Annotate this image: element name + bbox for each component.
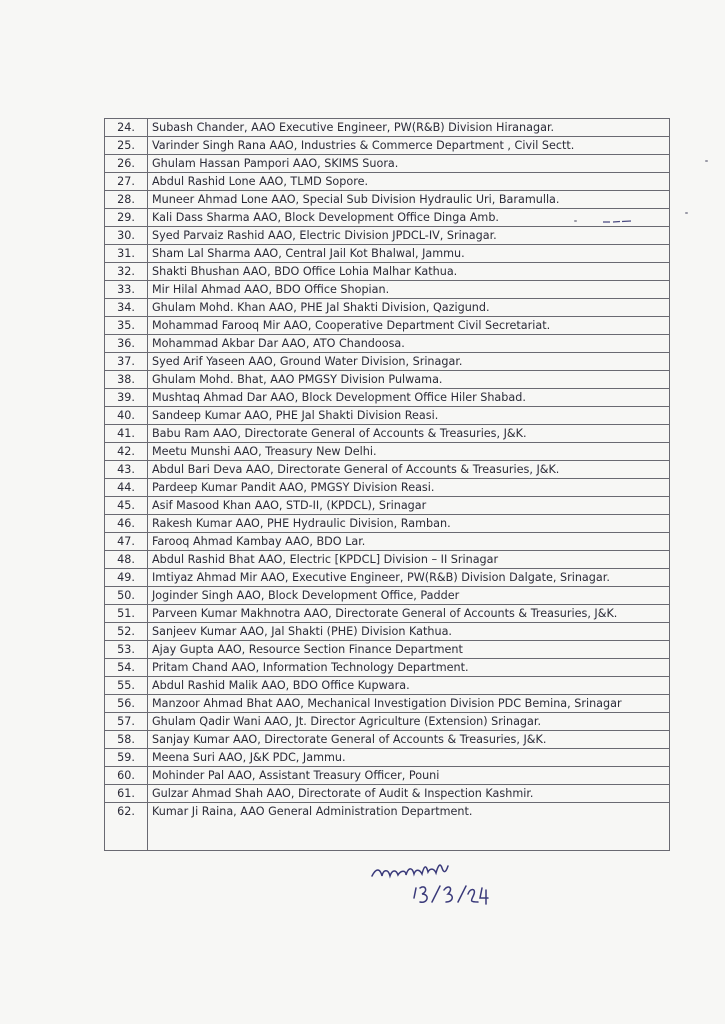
table-row [105, 137, 670, 155]
row-text: Subash Chander, AAO Executive Engineer, PW(R&B) Division Hiranagar. [148, 119, 670, 137]
row-text: Ghulam Mohd. Khan AAO, PHE Jal Shakti Division, Qazigund. [148, 299, 670, 317]
row-number: 24. [105, 119, 148, 137]
row-text: Sanjeev Kumar AAO, Jal Shakti (PHE) Division Kathua. [148, 623, 670, 641]
row-number: 45. [105, 497, 148, 515]
row-text: Joginder Singh AAO, Block Development Office, Padder [148, 587, 670, 605]
table-row [105, 767, 670, 785]
row-number: 36. [105, 335, 148, 353]
row-number: 62. [105, 803, 148, 851]
table-row [105, 533, 670, 551]
table-row [105, 587, 670, 605]
table-row [105, 551, 670, 569]
row-text: Mir Hilal Ahmad AAO, BDO Office Shopian. [148, 281, 670, 299]
table-row [105, 515, 670, 533]
row-number: 30. [105, 227, 148, 245]
row-number: 51. [105, 605, 148, 623]
table-row [105, 569, 670, 587]
row-number: 33. [105, 281, 148, 299]
row-number: 60. [105, 767, 148, 785]
table-row [105, 623, 670, 641]
row-text: Abdul Rashid Bhat AAO, Electric [KPDCL] Division – II Srinagar [148, 551, 670, 569]
table-row [105, 281, 670, 299]
table-row [105, 803, 670, 851]
row-number: 52. [105, 623, 148, 641]
row-number: 32. [105, 263, 148, 281]
row-number: 43. [105, 461, 148, 479]
row-text: Sanjay Kumar AAO, Directorate General of Accounts & Treasuries, J&K. [148, 731, 670, 749]
row-number: 38. [105, 371, 148, 389]
row-text: Kali Dass Sharma AAO, Block Development Office Dinga Amb. [148, 209, 670, 227]
row-number: 31. [105, 245, 148, 263]
row-text: Varinder Singh Rana AAO, Industries & Commerce Department , Civil Sectt. [148, 137, 670, 155]
row-number: 26. [105, 155, 148, 173]
row-number: 59. [105, 749, 148, 767]
row-number: 46. [105, 515, 148, 533]
row-text: Mohammad Akbar Dar AAO, ATO Chandoosa. [148, 335, 670, 353]
row-text: Shakti Bhushan AAO, BDO Office Lohia Malhar Kathua. [148, 263, 670, 281]
speck [685, 212, 688, 214]
table-row [105, 443, 670, 461]
row-text: Muneer Ahmad Lone AAO, Special Sub Division Hydraulic Uri, Baramulla. [148, 191, 670, 209]
row-text: Babu Ram AAO, Directorate General of Accounts & Treasuries, J&K. [148, 425, 670, 443]
table-row [105, 407, 670, 425]
row-number: 57. [105, 713, 148, 731]
table-row [105, 317, 670, 335]
table-row [105, 299, 670, 317]
row-text: Sham Lal Sharma AAO, Central Jail Kot Bhalwal, Jammu. [148, 245, 670, 263]
officer-list-body [105, 119, 670, 851]
row-number: 40. [105, 407, 148, 425]
table-row [105, 695, 670, 713]
table-row [105, 371, 670, 389]
row-text: Sandeep Kumar AAO, PHE Jal Shakti Division Reasi. [148, 407, 670, 425]
row-number: 44. [105, 479, 148, 497]
table-row [105, 461, 670, 479]
row-number: 27. [105, 173, 148, 191]
row-number: 42. [105, 443, 148, 461]
row-text: Meena Suri AAO, J&K PDC, Jammu. [148, 749, 670, 767]
table-row [105, 479, 670, 497]
table-row [105, 641, 670, 659]
row-number: 61. [105, 785, 148, 803]
row-number: 29. [105, 209, 148, 227]
row-number: 49. [105, 569, 148, 587]
row-text: Rakesh Kumar AAO, PHE Hydraulic Division, Ramban. [148, 515, 670, 533]
row-text: Abdul Rashid Lone AAO, TLMD Sopore. [148, 173, 670, 191]
table-row [105, 119, 670, 137]
table-row [105, 191, 670, 209]
row-text: Ghulam Hassan Pampori AAO, SKIMS Suora. [148, 155, 670, 173]
speck [574, 220, 577, 222]
row-number: 55. [105, 677, 148, 695]
table-row [105, 173, 670, 191]
row-text: Ghulam Mohd. Bhat, AAO PMGSY Division Pulwama. [148, 371, 670, 389]
row-text: Pardeep Kumar Pandit AAO, PMGSY Division Reasi. [148, 479, 670, 497]
row-number: 47. [105, 533, 148, 551]
row-number: 37. [105, 353, 148, 371]
handwritten-signature [368, 858, 518, 918]
row-text: Imtiyaz Ahmad Mir AAO, Executive Engineer, PW(R&B) Division Dalgate, Srinagar. [148, 569, 670, 587]
row-number: 25. [105, 137, 148, 155]
row-number: 39. [105, 389, 148, 407]
row-number: 41. [105, 425, 148, 443]
table-row [105, 155, 670, 173]
row-text: Pritam Chand AAO, Information Technology Department. [148, 659, 670, 677]
row-text: Syed Arif Yaseen AAO, Ground Water Division, Srinagar. [148, 353, 670, 371]
row-number: 34. [105, 299, 148, 317]
pen-dash-mark [602, 210, 632, 216]
row-number: 56. [105, 695, 148, 713]
row-number: 28. [105, 191, 148, 209]
row-text: Asif Masood Khan AAO, STD-II, (KPDCL), Srinagar [148, 497, 670, 515]
row-text: Abdul Rashid Malik AAO, BDO Office Kupwara. [148, 677, 670, 695]
table-row [105, 497, 670, 515]
row-number: 53. [105, 641, 148, 659]
table-row [105, 389, 670, 407]
table-row [105, 209, 670, 227]
table-row [105, 335, 670, 353]
table-row [105, 677, 670, 695]
row-number: 54. [105, 659, 148, 677]
row-text: Abdul Bari Deva AAO, Directorate General of Accounts & Treasuries, J&K. [148, 461, 670, 479]
table-row [105, 659, 670, 677]
table-row [105, 605, 670, 623]
table-row [105, 227, 670, 245]
row-text: Ajay Gupta AAO, Resource Section Finance Department [148, 641, 670, 659]
table-row [105, 749, 670, 767]
table-row [105, 713, 670, 731]
table-row [105, 785, 670, 803]
row-text: Mohammad Farooq Mir AAO, Cooperative Department Civil Secretariat. [148, 317, 670, 335]
officer-list-table [104, 118, 670, 851]
row-text: Meetu Munshi AAO, Treasury New Delhi. [148, 443, 670, 461]
row-text: Ghulam Qadir Wani AAO, Jt. Director Agriculture (Extension) Srinagar. [148, 713, 670, 731]
row-text: Syed Parvaiz Rashid AAO, Electric Division JPDCL-IV, Srinagar. [148, 227, 670, 245]
row-text: Manzoor Ahmad Bhat AAO, Mechanical Investigation Division PDC Bemina, Srinagar [148, 695, 670, 713]
table-row [105, 425, 670, 443]
row-text: Gulzar Ahmad Shah AAO, Directorate of Audit & Inspection Kashmir. [148, 785, 670, 803]
row-number: 50. [105, 587, 148, 605]
row-text: Parveen Kumar Makhnotra AAO, Directorate General of Accounts & Treasuries, J&K. [148, 605, 670, 623]
row-text: Farooq Ahmad Kambay AAO, BDO Lar. [148, 533, 670, 551]
row-number: 58. [105, 731, 148, 749]
table-row [105, 353, 670, 371]
table-row [105, 245, 670, 263]
row-number: 35. [105, 317, 148, 335]
table-row [105, 731, 670, 749]
table-row [105, 263, 670, 281]
row-text: Kumar Ji Raina, AAO General Administration Department. [148, 803, 670, 851]
row-number: 48. [105, 551, 148, 569]
row-text: Mushtaq Ahmad Dar AAO, Block Development Office Hiler Shabad. [148, 389, 670, 407]
row-text: Mohinder Pal AAO, Assistant Treasury Officer, Pouni [148, 767, 670, 785]
speck [705, 160, 708, 162]
